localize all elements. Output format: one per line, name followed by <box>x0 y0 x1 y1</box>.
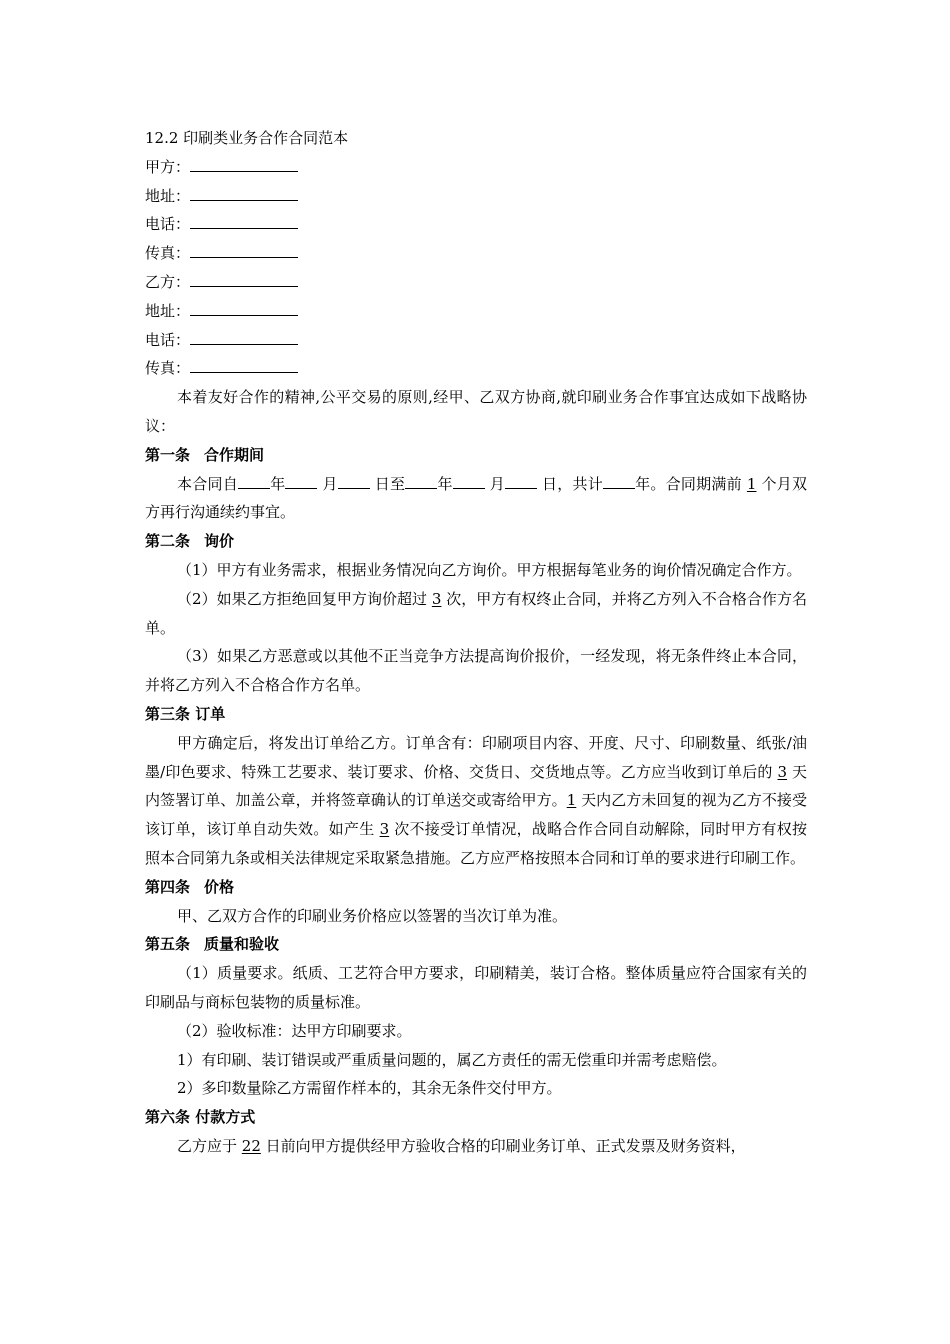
document-title: 12.2 印刷类业务合作合同范本 <box>145 129 349 147</box>
party-a-fax-label: 传真： <box>145 244 191 263</box>
article-1-text: 年 <box>437 474 453 493</box>
party-a-phone-label: 电话： <box>145 215 191 234</box>
party-b-phone-line <box>145 326 807 355</box>
article-1-text: 月 <box>317 474 338 493</box>
article-5-number: 第五条 <box>145 935 191 954</box>
article-2-heading <box>145 527 807 556</box>
article-3-text: 次不接受订单情况，战略合作合同自动解除，同时甲方有权按照本合同第九条或相关法律规定采取紧急措施。乙方应严格按照本合同和订单的要求进行印刷工作。 <box>145 820 807 867</box>
party-a-phone-line <box>145 210 807 239</box>
party-a-address-label: 地址： <box>145 186 191 205</box>
party-a-phone-blank[interactable] <box>190 213 298 229</box>
preamble-paragraph: 本着友好合作的精神,公平交易的原则,经甲、乙双方协商,就印刷业务合作事宜达成如下战略协议： <box>145 388 807 435</box>
party-b-name-line <box>145 268 807 297</box>
article-5-clause-1: （1）质量要求。纸质、工艺符合甲方要求，印刷精美，装订合格。整体质量应符合国家有关的印刷品与商标包装物的质量标准。 <box>145 964 807 1011</box>
article-1-heading <box>145 441 807 470</box>
party-a-name-line <box>145 153 807 182</box>
party-b-fax-blank[interactable] <box>190 357 298 373</box>
party-b-phone-blank[interactable] <box>190 329 298 345</box>
contract-body <box>145 124 807 1161</box>
renewal-months-value: 1 <box>746 474 757 493</box>
article-1-text: 年。合同期满前 <box>634 474 747 493</box>
article-6-text: 乙方应于 <box>177 1136 242 1155</box>
party-b-name-blank[interactable] <box>190 271 298 287</box>
article-3-text: 甲方确定后，将发出订单给乙方。订单含有：印刷项目内容、开度、尺寸、印刷数量、纸张/油墨/印色要求、特殊工艺要求、装订要求、价格、交货日、交货地点等。乙方应当收到订单后的 <box>145 733 807 781</box>
end-day-blank[interactable] <box>505 473 537 489</box>
article-5-clause-2: （2）验收标准：达甲方印刷要求。 <box>177 1021 412 1040</box>
party-b-address-label: 地址： <box>145 301 191 320</box>
sign-days-value: 3 <box>777 762 788 781</box>
article-6-text: 日前向甲方提供经甲方验收合格的印刷业务订单、正式发票及财务资料， <box>260 1136 746 1155</box>
party-a-name-blank[interactable] <box>190 156 298 172</box>
article-1-text: 日至 <box>369 474 406 493</box>
payment-day-value: 22 <box>241 1136 261 1155</box>
party-b-phone-label: 电话： <box>145 330 191 349</box>
article-2-number: 第二条 <box>145 532 191 551</box>
article-2-clause-1: （1）甲方有业务需求，根据业务情况向乙方询价。甲方根据每笔业务的询价情况确定合作方。 <box>177 560 802 579</box>
party-b-name-label: 乙方： <box>145 272 191 291</box>
article-3-text: 天内乙方未回复的视为乙方不接受该订单，该订单自动失效。如产生 <box>145 791 807 839</box>
end-month-blank[interactable] <box>453 473 485 489</box>
party-a-fax-blank[interactable] <box>190 242 298 258</box>
end-year-blank[interactable] <box>405 473 437 489</box>
article-3-heading: 第三条 订单 <box>145 704 226 723</box>
party-a-address-line <box>145 182 807 211</box>
party-b-fax-line <box>145 354 807 383</box>
start-month-blank[interactable] <box>285 473 317 489</box>
refusal-count-value: 3 <box>431 589 442 608</box>
start-year-blank[interactable] <box>238 473 270 489</box>
article-1-text: 月 <box>484 474 505 493</box>
article-3-text: 天内签署订单、加盖公章，并将签章确认的订单送交或寄给甲方。 <box>145 762 807 810</box>
party-a-name-label: 甲方： <box>145 157 191 176</box>
article-1-title: 合作期间 <box>204 445 265 464</box>
article-2-text: （2）如果乙方拒绝回复甲方询价超过 <box>177 589 432 608</box>
article-2-title: 询价 <box>204 532 235 551</box>
article-5-item-2: 2）多印数量除乙方需留作样本的，其余无条件交付甲方。 <box>177 1079 562 1098</box>
article-3-paragraph <box>145 729 807 873</box>
start-day-blank[interactable] <box>338 473 370 489</box>
article-1-text: 年 <box>269 474 286 493</box>
article-5-item-1: 1）有印刷、装订错误或严重质量问题的，属乙方责任的需无偿重印并需考虑赔偿。 <box>177 1050 727 1069</box>
party-b-address-blank[interactable] <box>190 300 298 316</box>
article-5-heading <box>145 930 807 959</box>
article-4-number: 第四条 <box>145 877 191 896</box>
party-b-address-line <box>145 297 807 326</box>
reject-count-value: 3 <box>379 820 390 839</box>
party-a-address-blank[interactable] <box>190 185 298 201</box>
article-2-clause-3: （3）如果乙方恶意或以其他不正当竞争方法提高询价报价，一经发现，将无条件终止本合同，并将乙方列入不合格合作方名单。 <box>145 647 807 695</box>
article-1-text: 日，共计 <box>536 474 603 493</box>
article-2-text: 次，甲方有权终止合同，并将乙方列入不合格合作方名单。 <box>145 589 807 637</box>
article-6-heading: 第六条 付款方式 <box>145 1108 256 1127</box>
article-1-text: 个月双方再行沟通续约事宜。 <box>145 474 807 522</box>
article-1-text: 本合同自 <box>177 474 238 493</box>
article-1-paragraph <box>145 470 807 528</box>
reply-days-value: 1 <box>566 791 577 810</box>
total-years-blank[interactable] <box>603 473 635 489</box>
article-2-clause-2 <box>145 585 807 643</box>
article-1-number: 第一条 <box>145 445 191 464</box>
party-b-fax-label: 传真： <box>145 359 191 378</box>
article-5-title: 质量和验收 <box>204 935 280 954</box>
article-4-heading <box>145 873 807 902</box>
party-a-fax-line <box>145 239 807 268</box>
article-6-paragraph <box>145 1132 807 1161</box>
article-4-paragraph: 甲、乙双方合作的印刷业务价格应以签署的当次订单为准。 <box>177 906 568 925</box>
article-4-title: 价格 <box>204 877 235 896</box>
